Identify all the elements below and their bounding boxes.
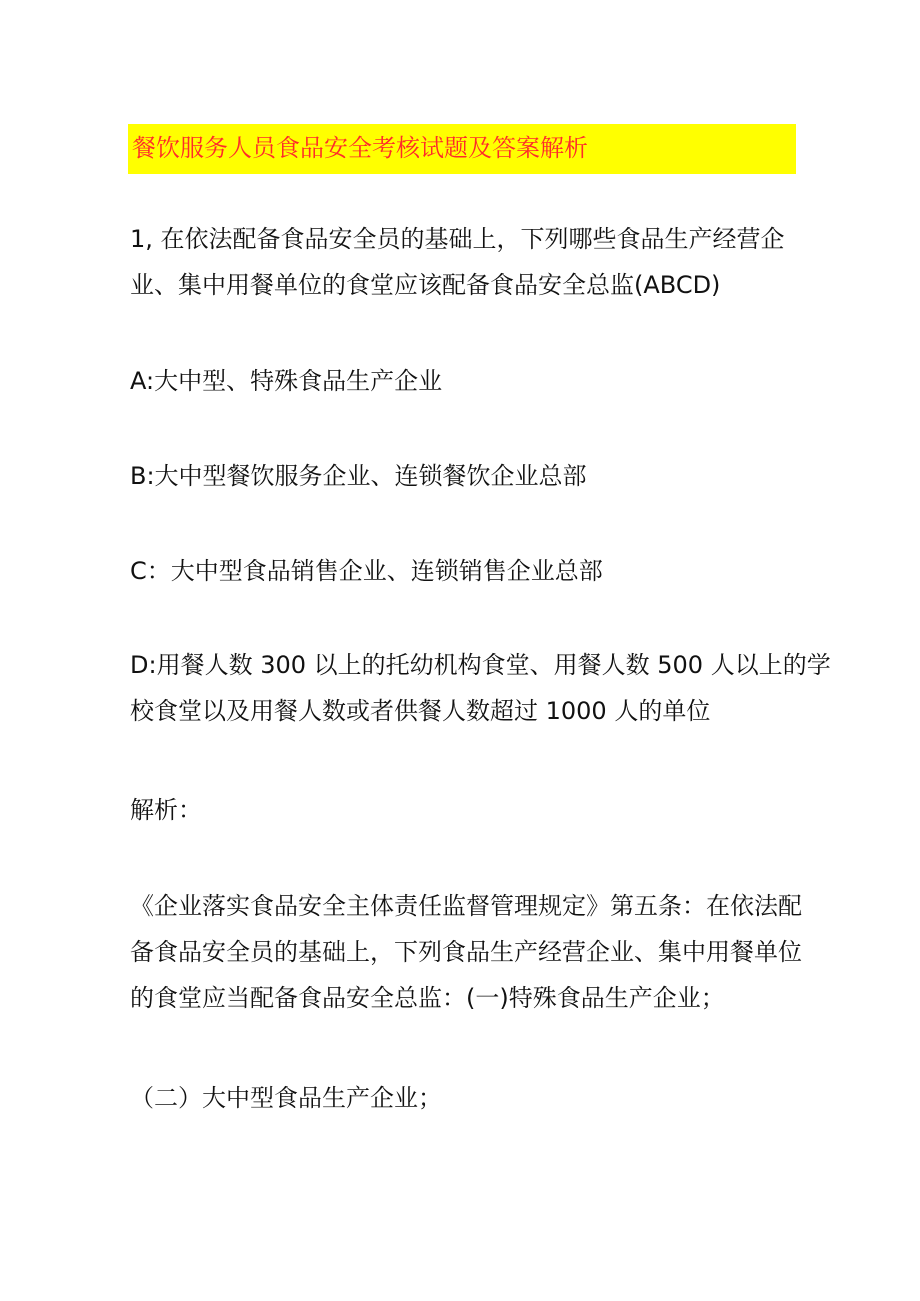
option-d [130, 642, 831, 734]
option-d-line: 校食堂以及用餐人数或者供餐人数超过 1000 人的单位 [130, 697, 711, 725]
analysis-item-2-text: （二）大中型食品生产企业； [130, 1084, 442, 1112]
option-a [130, 358, 800, 404]
option-c-text: C：大中型食品销售企业、连锁销售企业总部 [130, 557, 603, 585]
question-line: 1, 在依法配备食品安全员的基础上，下列哪些食品生产经营企 [130, 225, 785, 253]
option-b-text: B:大中型餐饮服务企业、连锁餐饮企业总部 [130, 462, 587, 490]
analysis-label-text: 解析： [130, 796, 202, 824]
analysis-body [130, 883, 800, 1021]
question-line: 业、集中用餐单位的食堂应该配备食品安全总监(ABCD) [130, 271, 721, 299]
option-c [130, 548, 800, 594]
analysis-line: 的食堂应当配备食品安全总监：(一)特殊食品生产企业； [130, 984, 725, 1012]
document-title: 餐饮服务人员食品安全考核试题及答案解析 [132, 134, 588, 162]
option-b [130, 453, 800, 499]
analysis-line: 《企业落实食品安全主体责任监督管理规定》第五条：在依法配 [130, 892, 802, 920]
question-1 [130, 216, 800, 308]
title-highlight [128, 124, 796, 174]
option-a-text: A:大中型、特殊食品生产企业 [130, 367, 443, 395]
analysis-line: 备食品安全员的基础上，下列食品生产经营企业、集中用餐单位 [130, 938, 802, 966]
option-d-line: D:用餐人数 300 以上的托幼机构食堂、用餐人数 500 人以上的学 [130, 651, 831, 679]
analysis-label [130, 787, 800, 833]
analysis-item-2 [130, 1075, 800, 1121]
